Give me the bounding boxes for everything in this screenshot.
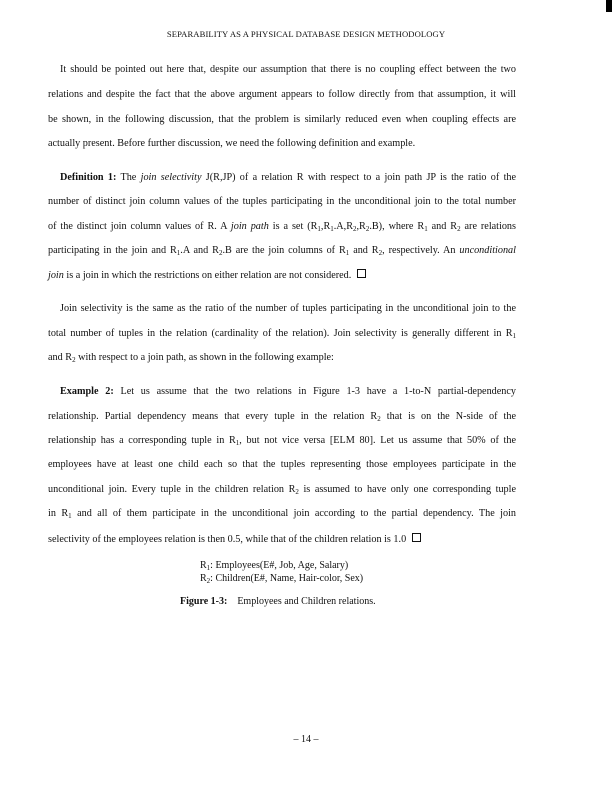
text: : Employees(E#, Job, Age, Salary) (210, 560, 349, 571)
text: in R (48, 508, 69, 519)
subscript: 2 (72, 356, 76, 364)
subscript: 2 (365, 225, 370, 233)
text: is a set (R (268, 221, 318, 232)
example-label: Example 2: (60, 386, 114, 397)
text: .A and R (180, 245, 219, 256)
subscript: 2 (377, 415, 381, 423)
end-of-example-box-icon (412, 533, 421, 542)
figure-caption (180, 596, 376, 608)
paragraph-2-line-3 (48, 352, 334, 364)
subscript: 1 (68, 512, 72, 520)
subscript: 1 (512, 332, 516, 340)
example-line-6 (48, 508, 516, 520)
term-join-path: join path (230, 221, 269, 232)
paragraph-2-line-2 (48, 328, 516, 340)
text: , respectively. An (382, 245, 460, 256)
text: ,R (356, 221, 366, 232)
subscript: 1 (235, 439, 240, 447)
text: and R (48, 352, 73, 363)
subscript: 1 (330, 225, 334, 233)
term-unconditional: unconditional (459, 245, 516, 256)
example-line-3 (48, 435, 516, 447)
figure-relation-r2 (200, 573, 363, 585)
subscript: 1 (176, 249, 181, 257)
text: and R (349, 245, 379, 256)
running-header: SEPARABILITY AS A PHYSICAL DATABASE DESIGN METHODOLOGY (166, 29, 446, 39)
text: that is on the N-side of the (380, 411, 517, 422)
text: Let us assume that the two relations in Figure 1-3 have a 1-to-N partial-dependency (113, 386, 516, 397)
text: with respect to a join path, as shown in the following example: (75, 352, 334, 363)
figure-caption-label: Figure 1-3: (180, 596, 228, 607)
definition-line-3 (48, 221, 516, 233)
subscript: 1 (424, 225, 428, 233)
text: of the distinct join column values of R. A (48, 221, 231, 232)
term-join: join (48, 270, 64, 281)
paragraph-1-line-3: be shown, in the following discussion, that the problem is similarly reduced even when coupling effects are (48, 114, 516, 125)
page-number: – 14 – (293, 734, 319, 745)
definition-line-2: number of distinct join column values of the tuples participating in the unconditional join to the total number (48, 196, 516, 207)
figure-relation-r1 (200, 560, 348, 572)
subscript: 1 (317, 225, 321, 233)
subscript: 2 (206, 577, 211, 585)
text: : Children(E#, Name, Hair-color, Sex) (210, 573, 364, 584)
text: and R (427, 221, 458, 232)
text: ,R (320, 221, 331, 232)
text: selectivity of the employees relation is then 0.5, while that of the children relation is 1.0 (48, 534, 407, 545)
paragraph-1-line-4: actually present. Before further discussion, we need the following definition and example. (48, 138, 416, 149)
example-line-2 (48, 411, 516, 423)
scan-corner-mark (606, 0, 612, 12)
paragraph-1-line-2: relations and despite the fact that the above argument appears to follow directly from that assumption, it will (48, 89, 516, 100)
definition-label: Definition 1: (60, 172, 117, 183)
text: R (200, 560, 207, 571)
paragraph-1-line-1: It should be pointed out here that, despite our assumption that there is no coupling effect between the two (60, 64, 516, 75)
definition-line-4 (48, 245, 516, 257)
text: R (200, 573, 207, 584)
subscript: 2 (457, 225, 461, 233)
text: are relations (460, 221, 516, 232)
example-line-7 (48, 533, 421, 546)
text: J(R,JP) of a relation R with respect to a join path JP is the ratio of the (201, 172, 517, 183)
end-of-definition-box-icon (357, 269, 366, 278)
text: is a join in which the restrictions on either relation are not considered. (63, 270, 352, 281)
text: relationship has a corresponding tuple in R (48, 435, 236, 446)
text: and all of them participate in the unconditional join according to the partial dependency. The join (71, 508, 516, 519)
subscript: 2 (353, 225, 357, 233)
paragraph-2-line-1: Join selectivity is the same as the ratio of the number of tuples participating in the unconditional join to the (60, 303, 516, 314)
subscript: 2 (378, 249, 383, 257)
figure-caption-text: Employees and Children relations. (237, 596, 376, 607)
text: is assumed to have only one corresponding tuple (298, 484, 516, 495)
term-join-selectivity: join selectivity (140, 172, 202, 183)
example-line-5 (48, 484, 516, 496)
text: unconditional join. Every tuple in the children relation R (48, 484, 296, 495)
example-line-1 (60, 386, 516, 398)
subscript: 1 (345, 249, 350, 257)
text: The (116, 172, 141, 183)
text: participating in the join and R (48, 245, 177, 256)
text: , but not vice versa [ELM 80]. Let us assume that 50% of the (239, 435, 517, 446)
text: .B are the join columns of R (222, 245, 346, 256)
subscript: 2 (295, 488, 299, 496)
text: total number of tuples in the relation (cardinality of the relation). Join selectivity is generally different in R (48, 328, 513, 339)
example-line-4: employees have at least one child each so that the tuples representing those employees participate in the (48, 459, 516, 470)
definition-line-1 (60, 172, 516, 184)
subscript: 1 (206, 564, 211, 572)
subscript: 2 (218, 249, 223, 257)
text: relationship. Partial dependency means that every tuple in the relation R (48, 411, 378, 422)
definition-line-5 (48, 269, 366, 282)
text: .B), where R (369, 221, 425, 232)
text: .A,R (333, 221, 353, 232)
